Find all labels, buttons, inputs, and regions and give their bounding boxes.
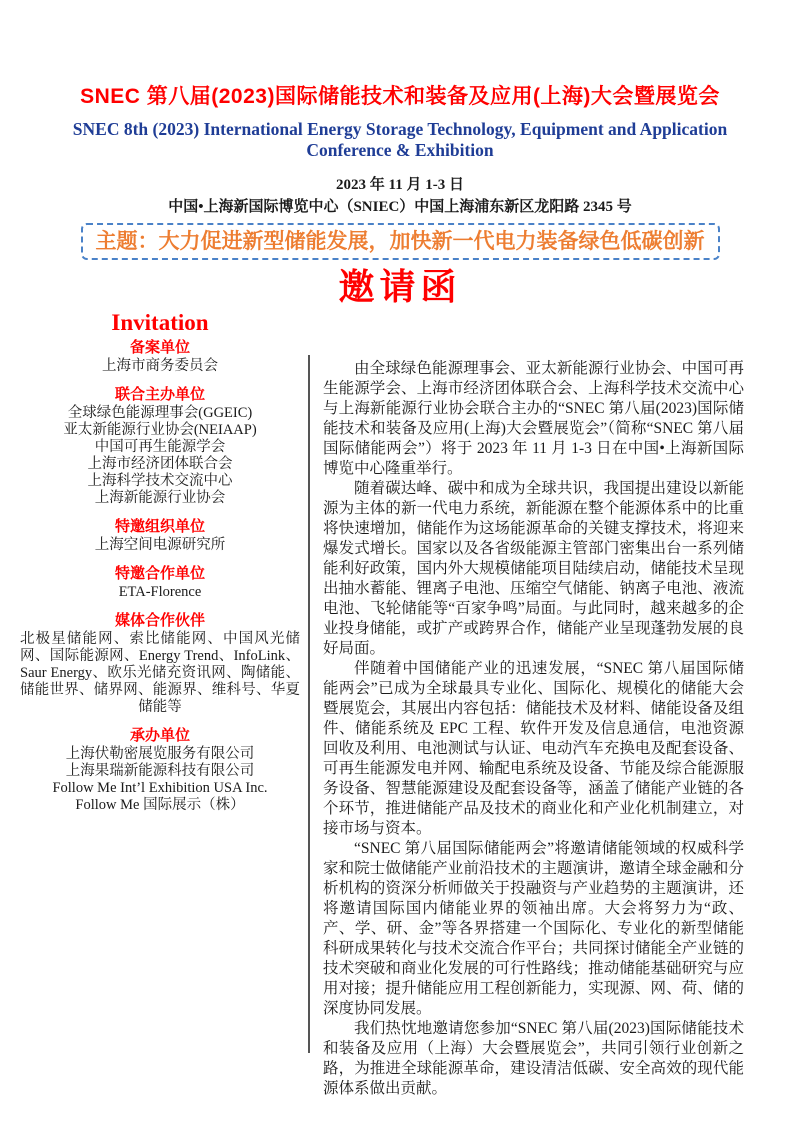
invitation-title-cn: 邀请函 (338, 267, 462, 307)
section-media-partners (20, 613, 300, 716)
media-partners-list: 北极星储能网、索比储能网、中国风光储网、国际能源网、Energy Trend、InfoLink、Saur Energy、欧乐光储充资讯网、陶储能、储能世界、储界网、能源界、维科号、华夏储能等 (20, 631, 300, 715)
conference-title-cn: SNEC 第八届(2023)国际储能技术和装备及应用(上海)大会暨展览会 (80, 85, 720, 108)
organization-name: ETA-Florence (118, 584, 202, 600)
organization-name: 上海科学技术交流中心 (87, 473, 233, 489)
body-paragraph-5: 我们热忱地邀请您参加“SNEC 第八届(2023)国际储能技术和装备及应用（上海）大会暨展览会”，共同引领行业创新之路，为推进全球能源革命，建设清洁低碳、安全高效的现代能源体系做出贡献。 (323, 1020, 744, 1097)
organization-name: Follow Me 国际展示（株） (75, 797, 245, 813)
organization-name: 全球绿色能源理事会(GGEIC) (67, 405, 253, 421)
organization-name: 中国可再生能源学会 (94, 439, 226, 455)
conference-title-en (0, 119, 800, 161)
section-heading: 特邀组织单位 (114, 519, 205, 535)
section-heading: 备案单位 (129, 340, 190, 356)
organization-name: 上海空间电源研究所 (94, 537, 226, 553)
conference-title-en-line1: SNEC 8th (2023) International Energy Storage Technology, Equipment and Application (72, 119, 728, 139)
document-header (0, 0, 800, 309)
section-undertakers (20, 728, 300, 814)
section-filing-unit (20, 340, 300, 375)
theme-banner (81, 223, 720, 260)
section-heading: 承办单位 (129, 728, 190, 744)
organization-name: Follow Me Int’l Exhibition USA Inc. (52, 780, 268, 796)
body-paragraph-4: “SNEC 第八届国际储能两会”将邀请储能领域的权威科学家和院士做储能产业前沿技术的主题演讲，邀请全球金融和分析机构的资深分析师做关于投融资与产业趋势的主题演讲，还将邀请国际国内储能业界的领袖出席。大会将努力为“政、产、学、研、金”等各界搭建一个国际化、专业化的新型储能科研成果转化与技术交流合作平台；共同探讨储能全产业链的技术突破和商业化发展的可行性路线；推动储能基础研究与应用对接；提升储能应用工程创新能力，实现源、网、荷、储的深度协同发展。 (323, 840, 744, 1017)
column-divider-line (308, 355, 310, 1053)
organization-name: 上海市商务委员会 (102, 358, 218, 374)
section-invited-organizer (20, 519, 300, 554)
body-paragraph-1: 由全球绿色能源理事会、亚太新能源行业协会、中国可再生能源学会、上海市经济团体联合会、上海科学技术交流中心与上海新能源行业协会联合主办的“SNEC 第八届(2023)国际储能技术和装备及应用(上海)大会暨展览会”（简称“SNEC 第八届国际储能两会”）将于 2023 年 11 月 1-3 日在中国•上海新国际博览中心隆重举行。 (323, 360, 744, 477)
organization-name: 上海伏勒密展览服务有限公司 (65, 746, 255, 762)
section-heading: 特邀合作单位 (114, 566, 205, 582)
body-paragraph-3: 伴随着中国储能产业的迅速发展，“SNEC 第八届国际储能两会”已成为全球最具专业化、国际化、规模化的储能大会暨展览会，其展出内容包括：储能技术及材料、储能设备及组件、储能系统及 EPC 工程、软件开发及信息通信，电池资源回收及利用、电池测试与认证、电动汽车充换电及配套设备、可再生能源发电并网、输配电系统及设备、节能及综合能源服务设备、智慧能源建设及配套设备等，涵盖了储能产业链的各个环节，推进储能产品及技术的商业化和产业化机制建立，对接市场与资本。 (323, 660, 744, 837)
event-venue: 中国•上海新国际博览中心（SNIEC）中国上海浦东新区龙阳路 2345 号 (168, 199, 632, 215)
organization-name: 亚太新能源行业协会(NEIAAP) (63, 422, 257, 438)
section-co-hosts (20, 387, 300, 507)
organizers-column (0, 309, 308, 814)
conference-title-en-line2: Conference & Exhibition (306, 140, 494, 160)
theme-text: 主题：大力促进新型储能发展，加快新一代电力装备绿色低碳创新 (95, 230, 705, 253)
invitation-title-en: Invitation (111, 310, 209, 335)
section-invited-partner (20, 566, 300, 601)
section-heading: 媒体合作伙伴 (114, 613, 205, 629)
organization-name: 上海果瑞新能源科技有限公司 (65, 763, 255, 779)
event-date: 2023 年 11 月 1-3 日 (336, 177, 464, 193)
organization-name: 上海市经济团体联合会 (87, 456, 233, 472)
letter-body-column (308, 309, 800, 1099)
two-column-body (0, 309, 800, 1099)
section-heading: 联合主办单位 (114, 387, 205, 403)
organization-name: 上海新能源行业协会 (94, 490, 226, 506)
body-paragraph-2: 随着碳达峰、碳中和成为全球共识，我国提出建设以新能源为主体的新一代电力系统，新能源在整个能源体系中的比重将快速增加，储能作为这场能源革命的关键支撑技术，将迎来爆发式增长。国家以及各省级能源主管部门密集出台一系列储能利好政策，国内外大规模储能项目陆续启动，储能技术呈现出抽水蓄能、锂离子电池、压缩空气储能、钠离子电池、液流电池、飞轮储能等“百家争鸣”局面。与此同时，越来越多的企业投身储能，或扩产或跨界合作，储能产业呈现蓬勃发展的良好局面。 (323, 480, 744, 657)
